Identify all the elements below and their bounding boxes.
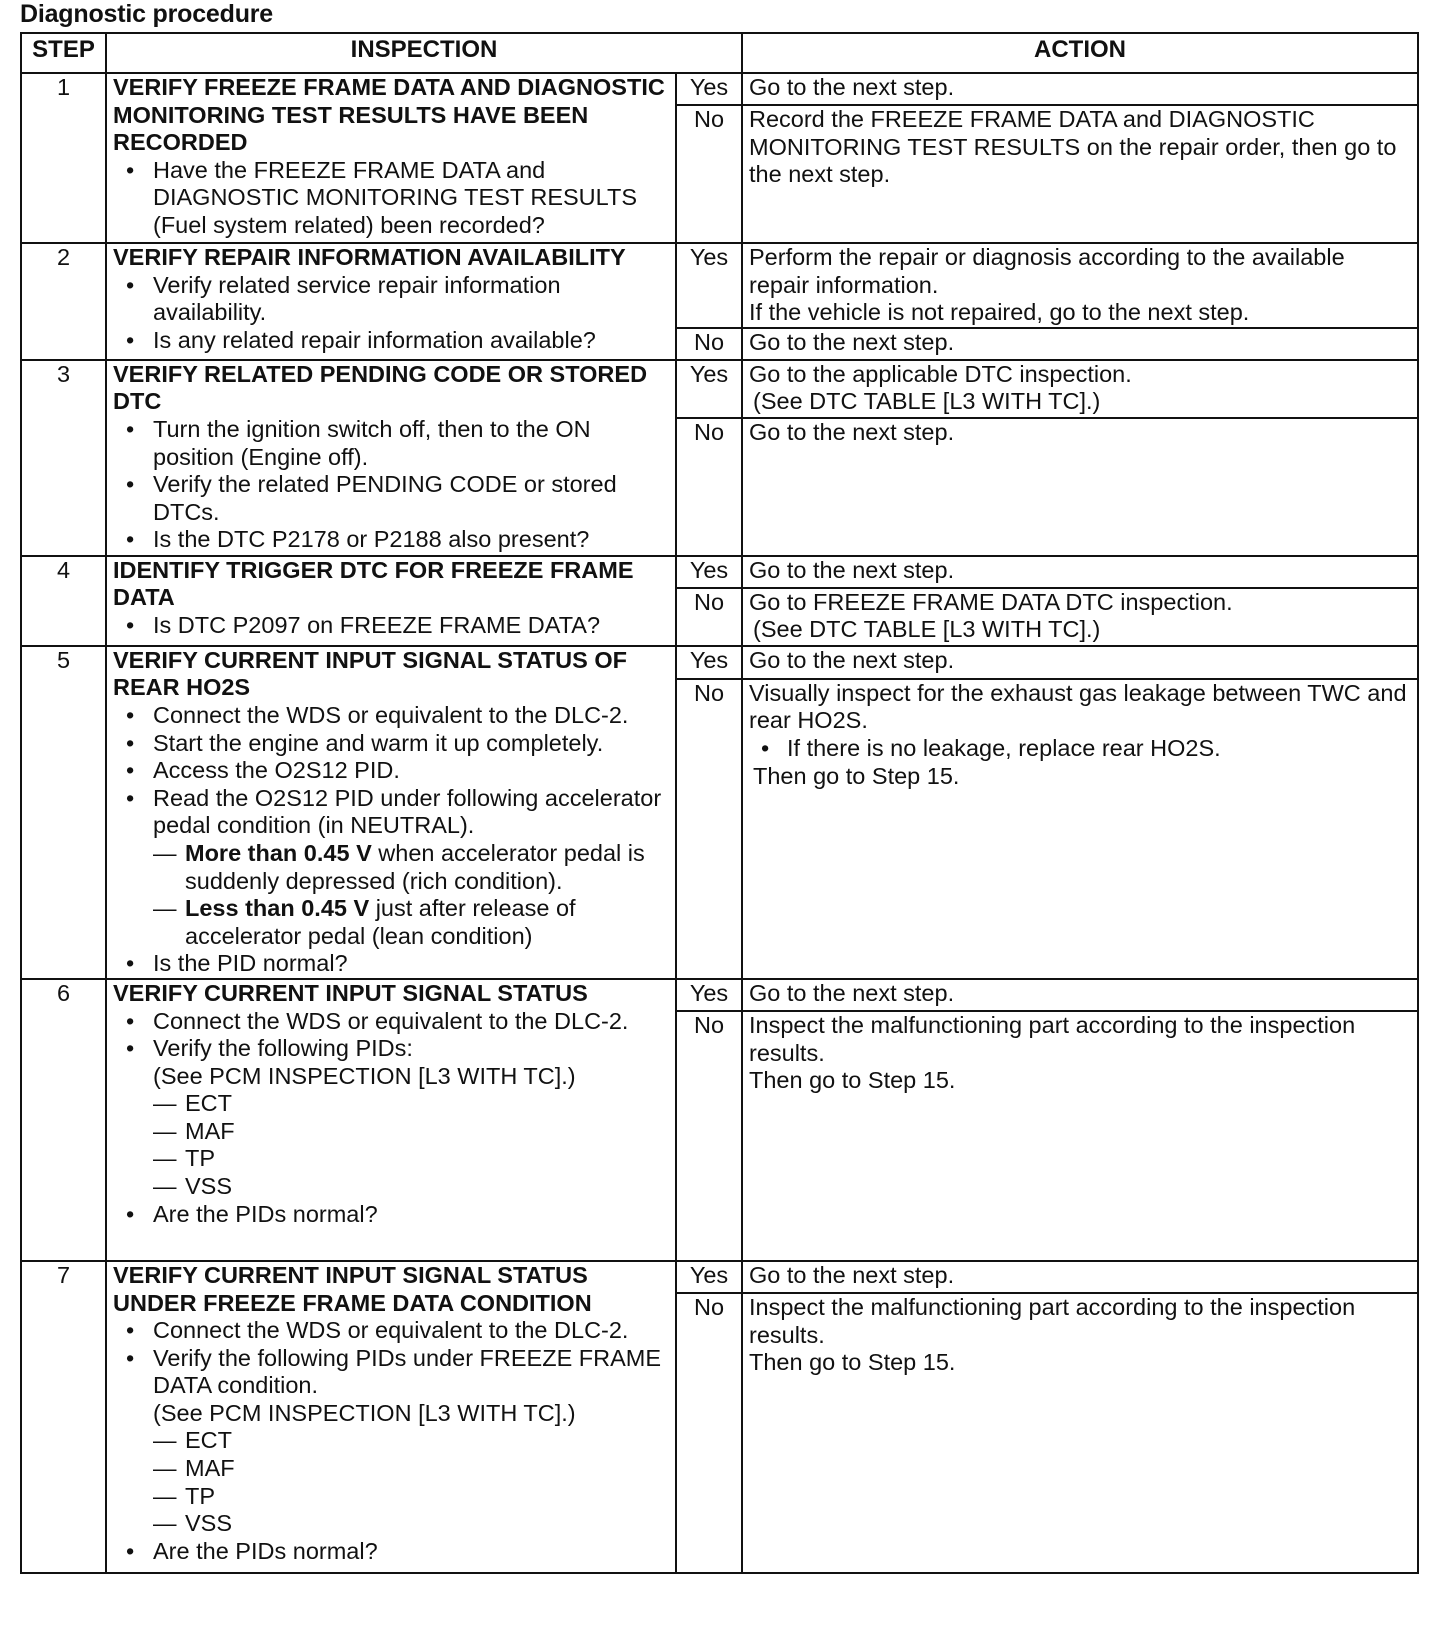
- inspection-bullet: • Connect the WDS or equivalent to the DLC-2.: [113, 1008, 669, 1036]
- inspection-title: VERIFY RELATED PENDING CODE OR STORED DTC: [113, 360, 648, 415]
- inspection-bullet: • Have the FREEZE FRAME DATA and DIAGNOSTIC MONITORING TEST RESULTS (Fuel system related) been recorded?: [113, 157, 669, 240]
- no-action-line: Then go to Step 15.: [749, 1067, 956, 1094]
- condition-text: just after release of accelerator pedal (lean condition): [185, 895, 576, 949]
- inspection-title: VERIFY REPAIR INFORMATION AVAILABILITY: [113, 244, 626, 270]
- inspection-bullet: [113, 1345, 669, 1538]
- no-action-bullet: • If there is no leakage, replace rear HO2S.: [749, 735, 1411, 763]
- inspection-bullet: • Is DTC P2097 on FREEZE FRAME DATA?: [113, 612, 669, 640]
- inspection-bullet: [113, 785, 669, 951]
- no-label: No: [676, 679, 742, 979]
- condition-item: [153, 840, 669, 895]
- table-row: [21, 979, 1418, 1011]
- no-label: No: [676, 1293, 742, 1573]
- no-action-line: Then go to Step 15.: [753, 762, 960, 789]
- step-number: 5: [21, 646, 106, 979]
- no-action: [742, 1011, 1418, 1261]
- table-header-row: [21, 33, 1418, 73]
- inspection-bullet: • Is any related repair information available?: [113, 327, 669, 355]
- inspection-bullet: • Connect the WDS or equivalent to the DLC-2.: [113, 702, 669, 730]
- inspection-bullet: [113, 1035, 669, 1201]
- yes-action-line: Perform the repair or diagnosis according to the available repair information.: [749, 244, 1345, 298]
- table-row: [21, 1261, 1418, 1293]
- table-row: [21, 360, 1418, 418]
- inspection-bullet: • Verify the related PENDING CODE or stored DTCs.: [113, 471, 669, 526]
- yes-action: Go to the next step.: [742, 73, 1418, 105]
- inspection-bullet: • Access the O2S12 PID.: [113, 757, 669, 785]
- pid-item: — MAF: [153, 1455, 669, 1483]
- yes-label: Yes: [676, 360, 742, 418]
- no-action-line: Inspect the malfunctioning part according to the inspection results.: [749, 1293, 1356, 1348]
- no-action: [742, 679, 1418, 979]
- inspection-bullet: • Is the DTC P2178 or P2188 also present?: [113, 526, 669, 554]
- step-number: 2: [21, 243, 106, 360]
- condition-item: [153, 895, 669, 950]
- no-action-line: Go to FREEZE FRAME DATA DTC inspection.: [749, 588, 1233, 615]
- yes-action: [742, 360, 1418, 418]
- table-row: [21, 556, 1418, 588]
- yes-label: Yes: [676, 1261, 742, 1293]
- condition-value: More than 0.45 V: [185, 839, 372, 866]
- inspection-title: VERIFY CURRENT INPUT SIGNAL STATUS UNDER FREEZE FRAME DATA CONDITION: [113, 1261, 592, 1316]
- yes-label: Yes: [676, 556, 742, 588]
- inspection-bullet: • Turn the ignition switch off, then to the ON position (Engine off).: [113, 416, 669, 471]
- no-action-line: Visually inspect for the exhaust gas leakage between TWC and rear HO2S.: [749, 679, 1407, 734]
- inspection-cell: [106, 243, 676, 360]
- pid-item: — VSS: [153, 1173, 669, 1201]
- header-step: STEP: [21, 33, 106, 73]
- condition-value: Less than 0.45 V: [185, 895, 370, 922]
- inspection-bullet: • Is the PID normal?: [113, 950, 669, 978]
- pid-item: — TP: [153, 1145, 669, 1173]
- header-inspection: INSPECTION: [106, 33, 742, 73]
- inspection-bullet-text: Verify the following PIDs:: [153, 1035, 413, 1062]
- inspection-bullet: • Connect the WDS or equivalent to the DLC-2.: [113, 1317, 669, 1345]
- no-label: No: [676, 588, 742, 646]
- no-action: [742, 588, 1418, 646]
- step-number: 3: [21, 360, 106, 556]
- step-number: 6: [21, 979, 106, 1261]
- yes-label: Yes: [676, 73, 742, 105]
- no-action: Record the FREEZE FRAME DATA and DIAGNOSTIC MONITORING TEST RESULTS on the repair order, then go to the next step.: [742, 105, 1418, 243]
- yes-action-line: Go to the applicable DTC inspection.: [749, 360, 1132, 387]
- yes-action-line: (See DTC TABLE [L3 WITH TC].): [753, 388, 1101, 415]
- inspection-bullet: • Start the engine and warm it up completely.: [113, 730, 669, 758]
- yes-label: Yes: [676, 979, 742, 1011]
- no-action: Go to the next step.: [742, 328, 1418, 360]
- inspection-bullet-text: Read the O2S12 PID under following accelerator pedal condition (in NEUTRAL).: [153, 784, 662, 839]
- inspection-cell: [106, 73, 676, 243]
- step-number: 4: [21, 556, 106, 646]
- yes-action: Go to the next step.: [742, 1261, 1418, 1293]
- inspection-bullet-text: Verify the following PIDs under FREEZE FRAME DATA condition.: [153, 1344, 662, 1399]
- pid-item: — VSS: [153, 1510, 669, 1538]
- pid-item: — ECT: [153, 1090, 669, 1118]
- inspection-cell: [106, 556, 676, 646]
- yes-action: Go to the next step.: [742, 556, 1418, 588]
- no-action-line: Then go to Step 15.: [749, 1349, 956, 1376]
- inspection-bullet: • Are the PIDs normal?: [113, 1201, 669, 1229]
- inspection-bullet: • Verify related service repair information availability.: [113, 272, 669, 327]
- yes-label: Yes: [676, 646, 742, 679]
- no-action-line: Inspect the malfunctioning part according to the inspection results.: [749, 1011, 1356, 1066]
- table-row: [21, 646, 1418, 679]
- step-number: 7: [21, 1261, 106, 1573]
- inspection-bullet: • Are the PIDs normal?: [113, 1538, 669, 1566]
- yes-action-line: If the vehicle is not repaired, go to the next step.: [749, 299, 1250, 326]
- inspection-title: VERIFY CURRENT INPUT SIGNAL STATUS: [113, 979, 588, 1006]
- table-row: [21, 73, 1418, 105]
- no-action: [742, 1293, 1418, 1573]
- no-label: No: [676, 328, 742, 360]
- inspection-title: VERIFY CURRENT INPUT SIGNAL STATUS OF REAR HO2S: [113, 646, 627, 701]
- table-row: [21, 243, 1418, 328]
- inspection-title: IDENTIFY TRIGGER DTC FOR FREEZE FRAME DATA: [113, 556, 634, 611]
- inspection-cell: [106, 360, 676, 556]
- inspection-title: VERIFY FREEZE FRAME DATA AND DIAGNOSTIC MONITORING TEST RESULTS HAVE BEEN RECORDED: [113, 74, 665, 156]
- no-action-line: (See DTC TABLE [L3 WITH TC].): [753, 616, 1101, 643]
- pid-item: — TP: [153, 1483, 669, 1511]
- yes-label: Yes: [676, 243, 742, 328]
- pid-item: — MAF: [153, 1118, 669, 1146]
- yes-action: Go to the next step.: [742, 646, 1418, 679]
- no-label: No: [676, 1011, 742, 1261]
- pid-item: — ECT: [153, 1427, 669, 1455]
- header-action: ACTION: [742, 33, 1418, 73]
- page-title: Diagnostic procedure: [20, 0, 273, 28]
- inspection-cell: [106, 979, 676, 1261]
- no-label: No: [676, 418, 742, 556]
- yes-action: Go to the next step.: [742, 979, 1418, 1011]
- no-label: No: [676, 105, 742, 243]
- see-reference: (See PCM INSPECTION [L3 WITH TC].): [153, 1399, 576, 1426]
- no-action: Go to the next step.: [742, 418, 1418, 556]
- see-reference: (See PCM INSPECTION [L3 WITH TC].): [153, 1062, 576, 1089]
- inspection-cell: [106, 646, 676, 979]
- inspection-cell: [106, 1261, 676, 1573]
- yes-action: [742, 243, 1418, 328]
- step-number: 1: [21, 73, 106, 243]
- diagnostic-procedure-table: [20, 32, 1419, 1574]
- condition-text: when accelerator pedal is suddenly depressed (rich condition).: [185, 839, 645, 894]
